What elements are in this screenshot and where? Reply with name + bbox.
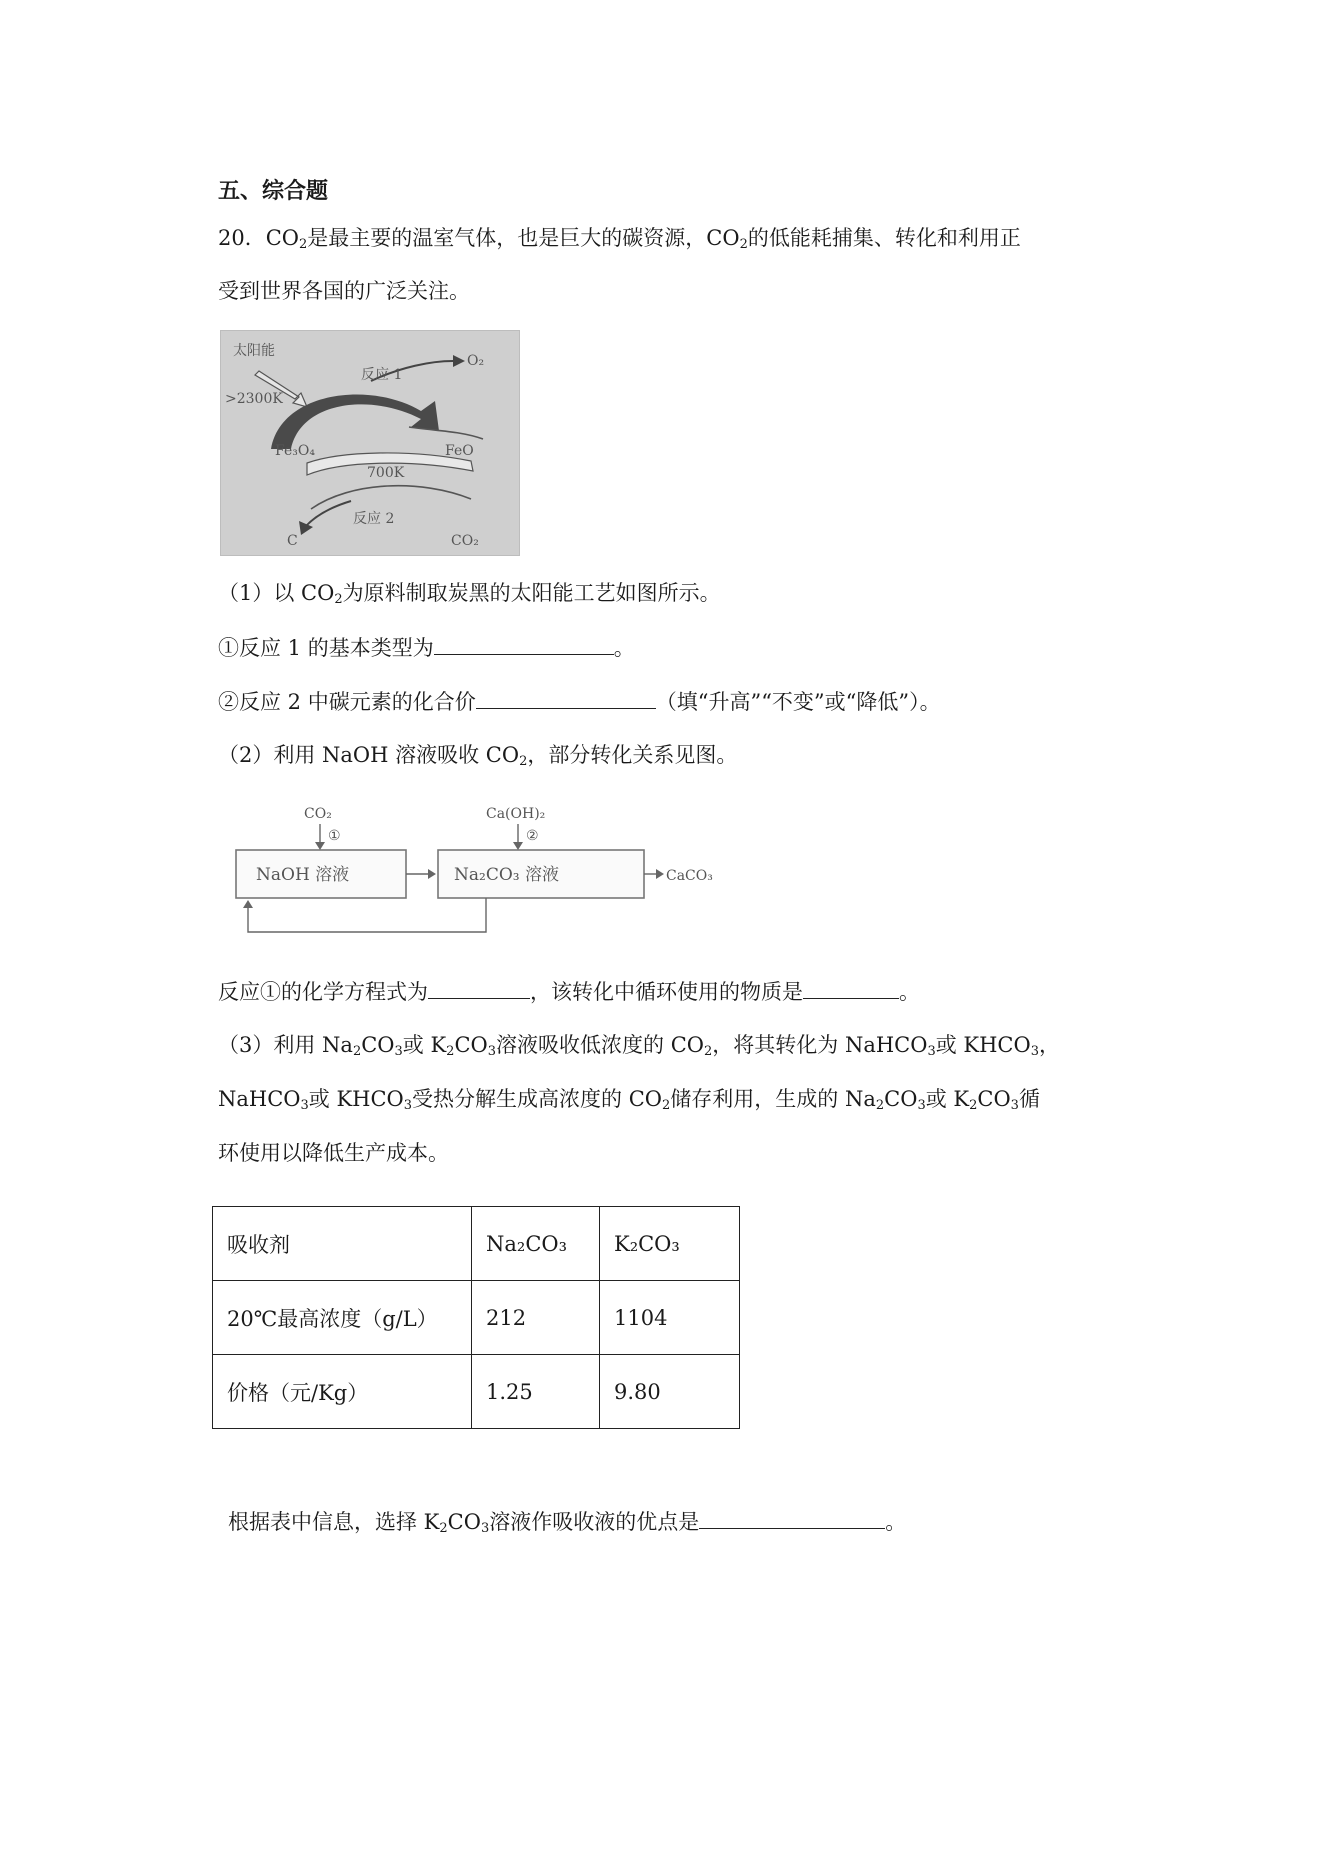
part2-question: 反应①的化学方程式为 ，该转化中循环使用的物质是 。 [218, 976, 920, 1007]
figure2-label-caco3: CaCO₃ [666, 868, 713, 884]
figure-label-reaction1: 反应 1 [361, 367, 403, 383]
figure2-label-step2: ② [526, 828, 539, 844]
part1-question2: ②反应 2 中碳元素的化合价 （填“升高”“不变”或“降低”）。 [218, 686, 941, 717]
table-header-cell: Na₂CO₃ [472, 1207, 600, 1281]
part1-intro: （1）以 $CO_2$为原料制取炭黑的太阳能工艺如图所示。 [218, 581, 721, 607]
answer-blank-4[interactable] [803, 976, 899, 999]
figure2-label-step1: ① [328, 828, 341, 844]
figure2-label-caoh2: Ca(OH)₂ [486, 806, 546, 822]
table-row [213, 1281, 740, 1355]
answer-blank-2[interactable] [476, 686, 656, 709]
table-header-cell: 吸收剂 [213, 1207, 472, 1281]
part3-line3: 环使用以降低生产成本。 [218, 1141, 449, 1165]
section-title: 五、综合题 [218, 178, 329, 204]
table-header-cell: K₂CO₃ [600, 1207, 740, 1281]
figure-label-fe3o4: Fe₃O₄ [275, 443, 315, 459]
question-stem-line1: 20．$CO_2$是最主要的温室气体，也是巨大的碳资源，$CO_2$的低能耗捕集、转化和利用正 [218, 226, 1021, 252]
table-cell: 212 [472, 1281, 600, 1355]
table-cell: 价格（元/Kg） [213, 1355, 472, 1429]
figure2-naoh-box: NaOH 溶液 [256, 865, 350, 885]
answer-blank-5[interactable] [699, 1506, 885, 1529]
part3-line2: NaHCO$_3$或 $KHCO_3$受热分解生成高浓度的 $CO_2$储存利用，生成的 $Na_2CO_3$或 $K_2CO_3$循 [218, 1087, 1040, 1113]
figure-label-sunlight: 太阳能 [233, 343, 275, 359]
figure2-label-co2: CO₂ [304, 806, 332, 822]
figure-label-co2: CO₂ [451, 533, 479, 549]
table-cell: 1.25 [472, 1355, 600, 1429]
table-header-row [213, 1207, 740, 1281]
figure-label-reaction2: 反应 2 [353, 511, 395, 527]
figure-label-temp-low: 700K [367, 465, 405, 481]
table-cell: 9.80 [600, 1355, 740, 1429]
table-cell: 1104 [600, 1281, 740, 1355]
absorbent-table [212, 1206, 740, 1429]
table-cell: 20℃最高浓度（g/L） [213, 1281, 472, 1355]
part3-line1: （3）利用 $Na_2CO_3$或 $K_2CO_3$溶液吸收低浓度的 $CO_2$，将其转化为 NaHCO$_3$或 $KHCO_3$， [218, 1033, 1060, 1059]
answer-blank-1[interactable] [434, 632, 614, 655]
table-row [213, 1355, 740, 1429]
figure-label-o2: O₂ [467, 353, 485, 369]
figure-label-feo: FeO [445, 443, 474, 459]
answer-blank-3[interactable] [428, 976, 530, 999]
part2-intro: （2）利用 NaOH 溶液吸收 $CO_2$，部分转化关系见图。 [218, 743, 738, 769]
naoh-cycle-figure [228, 792, 728, 952]
solar-process-figure [220, 330, 520, 556]
final-question: 根据表中信息，选择 $K_2CO_3$溶液作吸收液的优点是 。 [228, 1506, 906, 1537]
figure-label-c: C [287, 533, 298, 549]
figure-label-temp-high: >2300K [225, 391, 283, 407]
question-stem-line2: 受到世界各国的广泛关注。 [218, 279, 470, 303]
part1-question1: ①反应 1 的基本类型为 。 [218, 632, 635, 663]
figure2-na2co3-box: Na₂CO₃ 溶液 [454, 865, 559, 885]
